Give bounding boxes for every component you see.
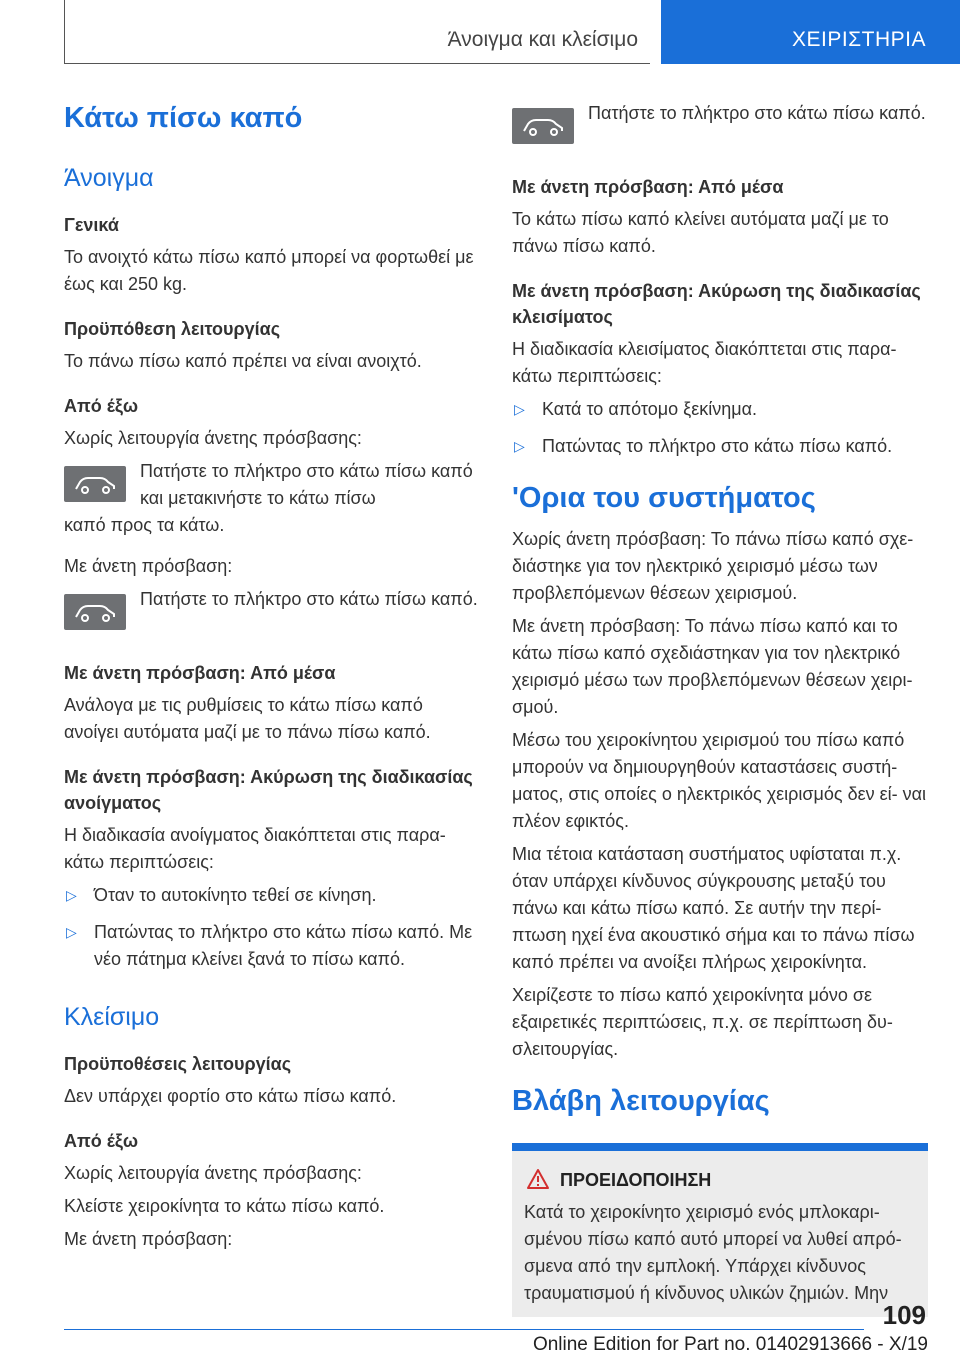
cancel-text: Η διαδικασία ανοίγματος διακόπτεται στις παρα‐ κάτω περιπτώσεις: xyxy=(64,825,446,872)
list-item: ▷ Πατώντας το πλήκτρο στο κάτω πίσω καπό. xyxy=(512,433,928,460)
close-prereq-text: Δεν υπάρχει φορτίο στο κάτω πίσω καπό. xyxy=(64,1086,397,1106)
page-heading: Κάτω πίσω καπό xyxy=(64,102,303,134)
triangle-bullet-icon: ▷ xyxy=(514,401,525,417)
key-instruction-3-text: Πατήστε το πλήκτρο στο κάτω πίσω καπό. xyxy=(588,103,926,123)
warning-text: Κατά το χειροκίνητο χειρισμό ενός μπλοκαρι‐ σμένου πίσω καπό αυτό μπορεί να λυθεί απρό‐ σμενα από την εμπλοκή. Υπάρχει κίνδυνος τραυματισμού ή κίνδυνος υλικών ζημιών. Μην xyxy=(524,1202,902,1303)
page-number: 109 xyxy=(882,1300,926,1330)
limits-text-3: Μέσω του χειροκίνητου χειρισμού του πίσω καπό μπορούν να δημιουργηθούν καταστάσεις συστή‐ ματος, στις οποίες ο ηλεκτρικός χειρισμός δεν εί‐ ναι πλέον εφικτός. xyxy=(512,730,927,831)
right-column xyxy=(512,100,928,1317)
right-cancel-heading: Με άνετη πρόσβαση: Ακύρωση της διαδικασίας κλεισίματος xyxy=(512,281,921,327)
outside-heading: Από έξω xyxy=(64,396,139,416)
header-rule xyxy=(64,63,650,64)
cancel-list xyxy=(64,882,480,973)
limits-text-2: Με άνετη πρόσβαση: Το πάνω πίσω καπό και το κάτω πίσω καπό σχεδιάστηκαν για τον ηλεκτρικό χειρισμό μέσω των προβλεπόμενων θέσεων χειρι‐ σμού. xyxy=(512,616,913,717)
general-heading: Γενικά xyxy=(64,215,119,235)
triangle-bullet-icon: ▷ xyxy=(66,924,77,940)
warning-triangle-icon xyxy=(526,1168,550,1197)
footer-edition: Online Edition for Part no. 01402913666 - X/19 xyxy=(532,1334,928,1355)
right-cancel-text: Η διαδικασία κλεισίματος διακόπτεται στις παρα‐ κάτω περιπτώσεις: xyxy=(512,339,897,386)
inside-text: Ανάλογα με τις ρυθμίσεις το κάτω πίσω καπό ανοίγει αυτόματα μαζί με το πάνω πίσω καπό. xyxy=(64,695,431,742)
cancel-heading: Με άνετη πρόσβαση: Ακύρωση της διαδικασίας ανοίγματος xyxy=(64,767,473,813)
header-section-title: Άνοιγμα και κλείσιμο xyxy=(447,28,638,51)
triangle-bullet-icon: ▷ xyxy=(66,887,77,903)
key-instruction-2 xyxy=(64,586,480,646)
key-instruction-2-text: Πατήστε το πλήκτρο στο κάτω πίσω καπό. xyxy=(140,589,478,609)
inside-heading: Με άνετη πρόσβαση: Από μέσα xyxy=(64,663,336,683)
opening-heading: Άνοιγμα xyxy=(64,164,154,192)
header-chapter-label: ΧΕΙΡΙΣΤΗΡΙΑ xyxy=(791,28,926,51)
close-outside-text-3: Με άνετη πρόσβαση: xyxy=(64,1229,233,1249)
close-outside-heading: Από έξω xyxy=(64,1131,139,1151)
key-instruction-3 xyxy=(512,100,928,160)
right-inside-heading: Με άνετη πρόσβαση: Από μέσα xyxy=(512,177,784,197)
key-instruction-1 xyxy=(64,458,480,539)
right-cancel-list xyxy=(512,396,928,460)
car-tailgate-icon xyxy=(64,594,126,630)
car-tailgate-icon xyxy=(512,108,574,144)
key-instruction-1-text: Πατήστε το πλήκτρο στο κάτω πίσω καπό και μετακινήστε το κάτω πίσω xyxy=(140,461,473,508)
close-outside-text-2: Κλείστε χειροκίνητα το κάτω πίσω καπό. xyxy=(64,1196,385,1216)
limits-heading: 'Ορια του συστήματος xyxy=(512,482,816,514)
triangle-bullet-icon: ▷ xyxy=(514,438,525,454)
comfort-text: Με άνετη πρόσβαση: xyxy=(64,556,233,576)
header-chapter-tab xyxy=(661,0,960,64)
left-column xyxy=(64,100,480,1259)
prereq-heading: Προϋπόθεση λειτουργίας xyxy=(64,319,281,339)
car-tailgate-icon xyxy=(64,466,126,502)
limits-text-5: Χειρίζεστε το πίσω καπό χειροκίνητα μόνο σε εξαιρετικές περιπτώσεις, π.χ. σε περίπτωση δυ‐ σλειτουργίας. xyxy=(512,985,893,1059)
key-instruction-1-cont: καπό προς τα κάτω. xyxy=(64,515,225,535)
general-text: Το ανοιχτό κάτω πίσω καπό μπορεί να φορτωθεί με έως και 250 kg. xyxy=(64,247,474,294)
list-item: ▷ Κατά το απότομο ξεκίνημα. xyxy=(512,396,928,423)
failure-heading: Βλάβη λειτουργίας xyxy=(512,1085,770,1117)
list-item: ▷ Πατώντας το πλήκτρο στο κάτω πίσω καπό. Με νέο πάτημα κλείνει ξανά το πίσω καπό. xyxy=(64,919,480,973)
close-outside-text-1: Χωρίς λειτουργία άνετης πρόσβασης: xyxy=(64,1163,362,1183)
outside-text: Χωρίς λειτουργία άνετης πρόσβασης: xyxy=(64,428,362,448)
prereq-text: Το πάνω πίσω καπό πρέπει να είναι ανοιχτό. xyxy=(64,351,422,371)
list-item: ▷ Όταν το αυτοκίνητο τεθεί σε κίνηση. xyxy=(64,882,480,909)
header-divider xyxy=(64,0,65,64)
warning-title: ΠΡΟΕΙΔΟΠΟΙΗΣΗ xyxy=(560,1167,912,1193)
closing-heading: Κλείσιμο xyxy=(64,1003,160,1031)
limits-text-1: Χωρίς άνετη πρόσβαση: Το πάνω πίσω καπό σχε‐ διάστηκε για τον ηλεκτρικό χειρισμό μέσω των προβλεπόμενων θέσεων χειρισμού. xyxy=(512,529,914,603)
warning-box xyxy=(512,1143,928,1317)
close-prereq-heading: Προϋποθέσεις λειτουργίας xyxy=(64,1054,292,1074)
limits-text-4: Μια τέτοια κατάσταση συστήματος υφίσταται π.χ. όταν υπάρχει κίνδυνος σύγκρουσης μεταξύ του πάνω και κάτω πίσω καπό. Σε αυτήν την περί‐ πτωση ηχεί ένα ακουστικό σήμα και το πάνω πίσω καπό πρέπει να ανοίξει πλήρως χειροκίνητα. xyxy=(512,844,915,972)
footer-rule xyxy=(64,1329,864,1330)
right-inside-text: Το κάτω πίσω καπό κλείνει αυτόματα μαζί με το πάνω πίσω καπό. xyxy=(512,209,889,256)
